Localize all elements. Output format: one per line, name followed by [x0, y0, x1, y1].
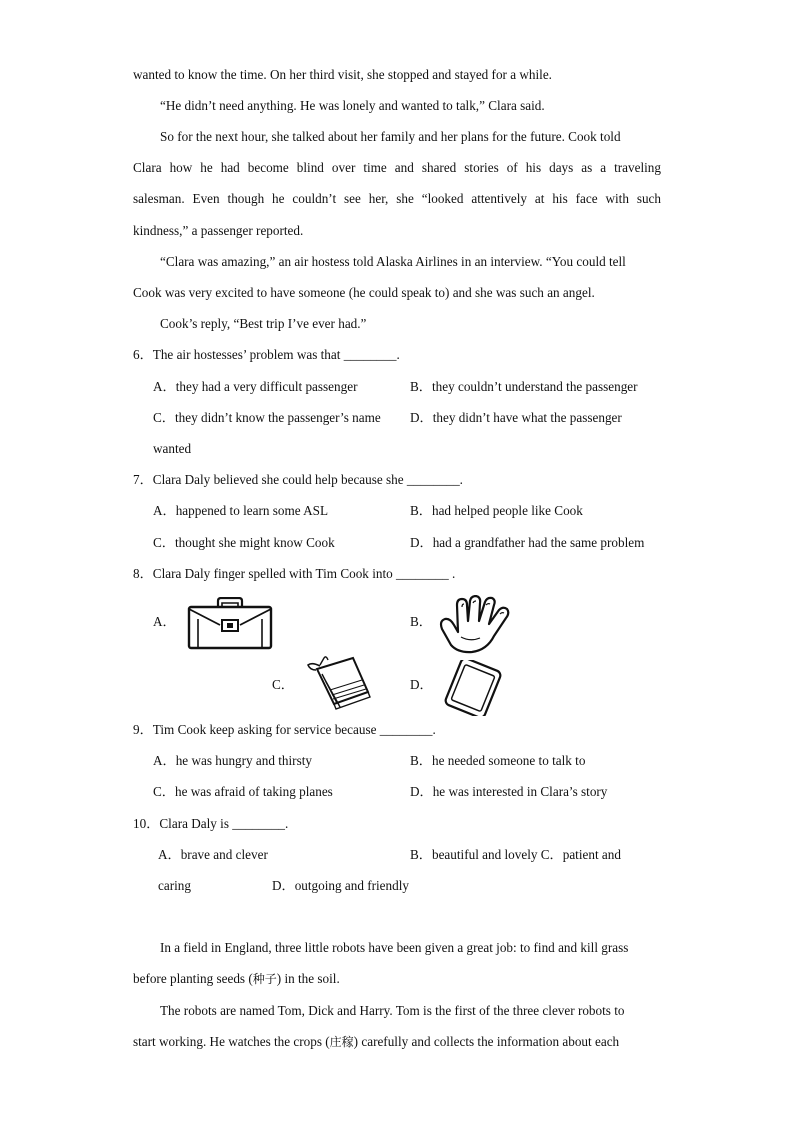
- book-icon[interactable]: [304, 656, 372, 710]
- passage2-line: [133, 970, 340, 988]
- passage-line: “He didn’t need anything. He was lonely and wanted to talk,” Clara said.: [160, 98, 545, 113]
- q6-option-a[interactable]: A．they had a very difficult passenger: [153, 379, 358, 394]
- passage2-line: The robots are named Tom, Dick and Harry. Tom is the first of the three clever robots to: [160, 1003, 625, 1018]
- passage-line: “Clara was amazing,” an air hostess told Alaska Airlines in an interview. “You could tell: [160, 254, 626, 269]
- q8-option-b[interactable]: B．: [410, 614, 432, 629]
- q10-option-d[interactable]: D．outgoing and friendly: [272, 878, 409, 893]
- passage2-line: In a field in England, three little robots have been given a great job: to find and kill grass: [160, 940, 629, 955]
- passage-line: Clara how he had become blind over time and shared stories of his days as a traveling: [133, 160, 661, 175]
- q10-option-a[interactable]: A．brave and clever: [158, 847, 268, 862]
- passage-line: salesman. Even though he couldn’t see her, she “looked attentively at his face with such: [133, 191, 661, 206]
- q9-option-c[interactable]: C．he was afraid of taking planes: [153, 784, 333, 799]
- q8-option-d[interactable]: D．: [410, 677, 433, 692]
- q8-option-a[interactable]: A．: [153, 614, 176, 629]
- passage2-line: [133, 1033, 619, 1051]
- briefcase-icon[interactable]: [186, 597, 274, 651]
- q6-option-d-continued: wanted: [153, 441, 192, 456]
- q6-option-c[interactable]: C．they didn’t know the passenger’s name: [153, 410, 381, 425]
- q6-option-d[interactable]: D．they didn’t have what the passenger: [410, 410, 622, 425]
- q7-option-d[interactable]: D．had a grandfather had the same problem: [410, 535, 645, 550]
- tablet-icon[interactable]: [440, 660, 506, 716]
- passage2-text: ) in the soil.: [276, 971, 340, 986]
- q10-option-c-continued: caring: [158, 878, 191, 893]
- q10-option-b-c[interactable]: B．beautiful and lovely C．patient and: [410, 847, 621, 862]
- passage2-text: ) carefully and collects the information about each: [353, 1034, 620, 1049]
- question-10-stem: 10．Clara Daly is ________.: [133, 816, 289, 831]
- passage-line: Cook was very excited to have someone (he could speak to) and she was such an angel.: [133, 285, 595, 300]
- q7-option-a[interactable]: A．happened to learn some ASL: [153, 503, 329, 518]
- question-6-stem: 6．The air hostesses’ problem was that ________.: [133, 347, 400, 362]
- passage2-text: before planting seeds (: [133, 971, 253, 986]
- q7-option-b[interactable]: B．had helped people like Cook: [410, 503, 583, 518]
- q9-option-b[interactable]: B．he needed someone to talk to: [410, 753, 586, 768]
- q9-option-a[interactable]: A．he was hungry and thirsty: [153, 753, 312, 768]
- q9-option-d[interactable]: D．he was interested in Clara’s story: [410, 784, 608, 799]
- q8-option-c[interactable]: C．: [272, 677, 294, 692]
- q7-option-c[interactable]: C．thought she might know Cook: [153, 535, 335, 550]
- passage-line: Cook’s reply, “Best trip I’ve ever had.”: [160, 316, 367, 331]
- passage-line: wanted to know the time. On her third visit, she stopped and stayed for a while.: [133, 67, 552, 82]
- question-9-stem: 9．Tim Cook keep asking for service because ________.: [133, 722, 436, 737]
- question-8-stem: 8．Clara Daly finger spelled with Tim Cook into ________ .: [133, 566, 456, 581]
- question-7-stem: 7．Clara Daly believed she could help because she ________.: [133, 472, 463, 487]
- chinese-gloss: 庄稼: [329, 1035, 354, 1049]
- passage-line: kindness,” a passenger reported.: [133, 223, 304, 238]
- q6-option-b[interactable]: B．they couldn’t understand the passenger: [410, 379, 638, 394]
- passage-line: So for the next hour, she talked about her family and her plans for the future. Cook told: [160, 129, 621, 144]
- chinese-gloss: 种子: [252, 972, 277, 986]
- hand-icon[interactable]: [436, 595, 514, 655]
- passage2-text: start working. He watches the crops (: [133, 1034, 330, 1049]
